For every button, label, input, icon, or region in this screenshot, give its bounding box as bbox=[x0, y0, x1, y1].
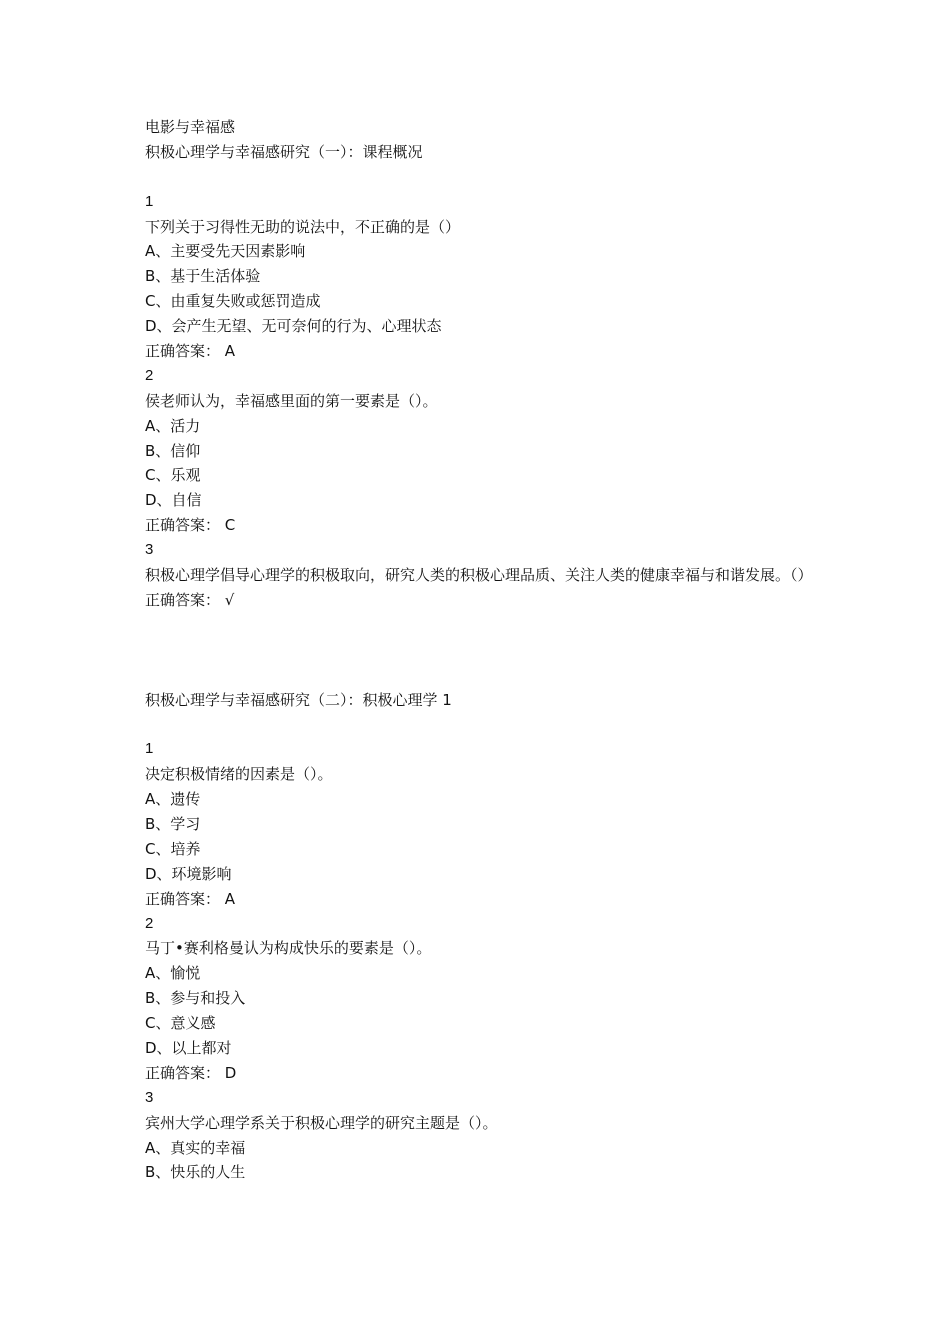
option-b: B、信仰 bbox=[145, 441, 201, 460]
option-a: A、主要受先天因素影响 bbox=[145, 242, 306, 261]
document-title: 电影与幸福感 bbox=[145, 118, 236, 136]
option-d: D、环境影响 bbox=[145, 864, 232, 883]
blank-line bbox=[145, 165, 825, 190]
option-d: D、自信 bbox=[145, 491, 202, 510]
option-d: D、以上都对 bbox=[145, 1038, 232, 1057]
question-text: 积极心理学倡导心理学的积极取向，研究人类的积极心理品质、关注人类的健康幸福与和谐发展。（） bbox=[145, 566, 813, 585]
option-b: B、快乐的人生 bbox=[145, 1163, 246, 1182]
blank-lines bbox=[145, 613, 825, 688]
section-title: 积极心理学与幸福感研究（一）：课程概况 bbox=[145, 142, 423, 161]
option-a: A、活力 bbox=[145, 416, 201, 435]
question-block bbox=[145, 1086, 825, 1186]
option-b: B、基于生活体验 bbox=[145, 267, 261, 286]
question-block bbox=[145, 364, 825, 538]
question-block bbox=[145, 538, 825, 613]
question-text: 侯老师认为，幸福感里面的第一要素是（）。 bbox=[145, 391, 438, 410]
option-b: B、学习 bbox=[145, 814, 201, 833]
question-block bbox=[145, 737, 825, 911]
correct-answer: 正确答案： D bbox=[145, 1063, 237, 1082]
option-c: C、培养 bbox=[145, 839, 201, 858]
document-content bbox=[145, 115, 825, 1185]
option-a: A、遗传 bbox=[145, 790, 201, 809]
option-c: C、意义感 bbox=[145, 1014, 216, 1033]
question-number: 3 bbox=[145, 1088, 154, 1106]
correct-answer: 正确答案： A bbox=[145, 342, 236, 361]
question-text: 决定积极情绪的因素是（）。 bbox=[145, 765, 333, 784]
correct-answer: 正确答案： A bbox=[145, 889, 236, 908]
correct-answer: 正确答案： √ bbox=[145, 590, 235, 609]
question-number: 3 bbox=[145, 541, 154, 559]
question-text: 下列关于习得性无助的说法中，不正确的是（） bbox=[145, 217, 461, 236]
question-text: 宾州大学心理学系关于积极心理学的研究主题是（）。 bbox=[145, 1113, 498, 1132]
option-a: A、愉悦 bbox=[145, 964, 201, 983]
question-number: 2 bbox=[145, 914, 154, 932]
correct-answer: 正确答案： C bbox=[145, 516, 236, 535]
option-c: C、由重复失败或惩罚造成 bbox=[145, 292, 321, 311]
option-b: B、参与和投入 bbox=[145, 989, 246, 1008]
question-text: 马丁•赛利格曼认为构成快乐的要素是（）。 bbox=[145, 939, 432, 958]
option-d: D、会产生无望、无可奈何的行为、心理状态 bbox=[145, 317, 442, 336]
question-number: 1 bbox=[145, 740, 154, 758]
option-a: A、真实的幸福 bbox=[145, 1138, 246, 1157]
question-block bbox=[145, 190, 825, 364]
option-c: C、乐观 bbox=[145, 466, 201, 485]
question-block bbox=[145, 912, 825, 1086]
section-title: 积极心理学与幸福感研究（二）：积极心理学 1 bbox=[145, 690, 452, 709]
blank-line bbox=[145, 712, 825, 737]
question-number: 2 bbox=[145, 366, 154, 384]
question-number: 1 bbox=[145, 192, 154, 210]
